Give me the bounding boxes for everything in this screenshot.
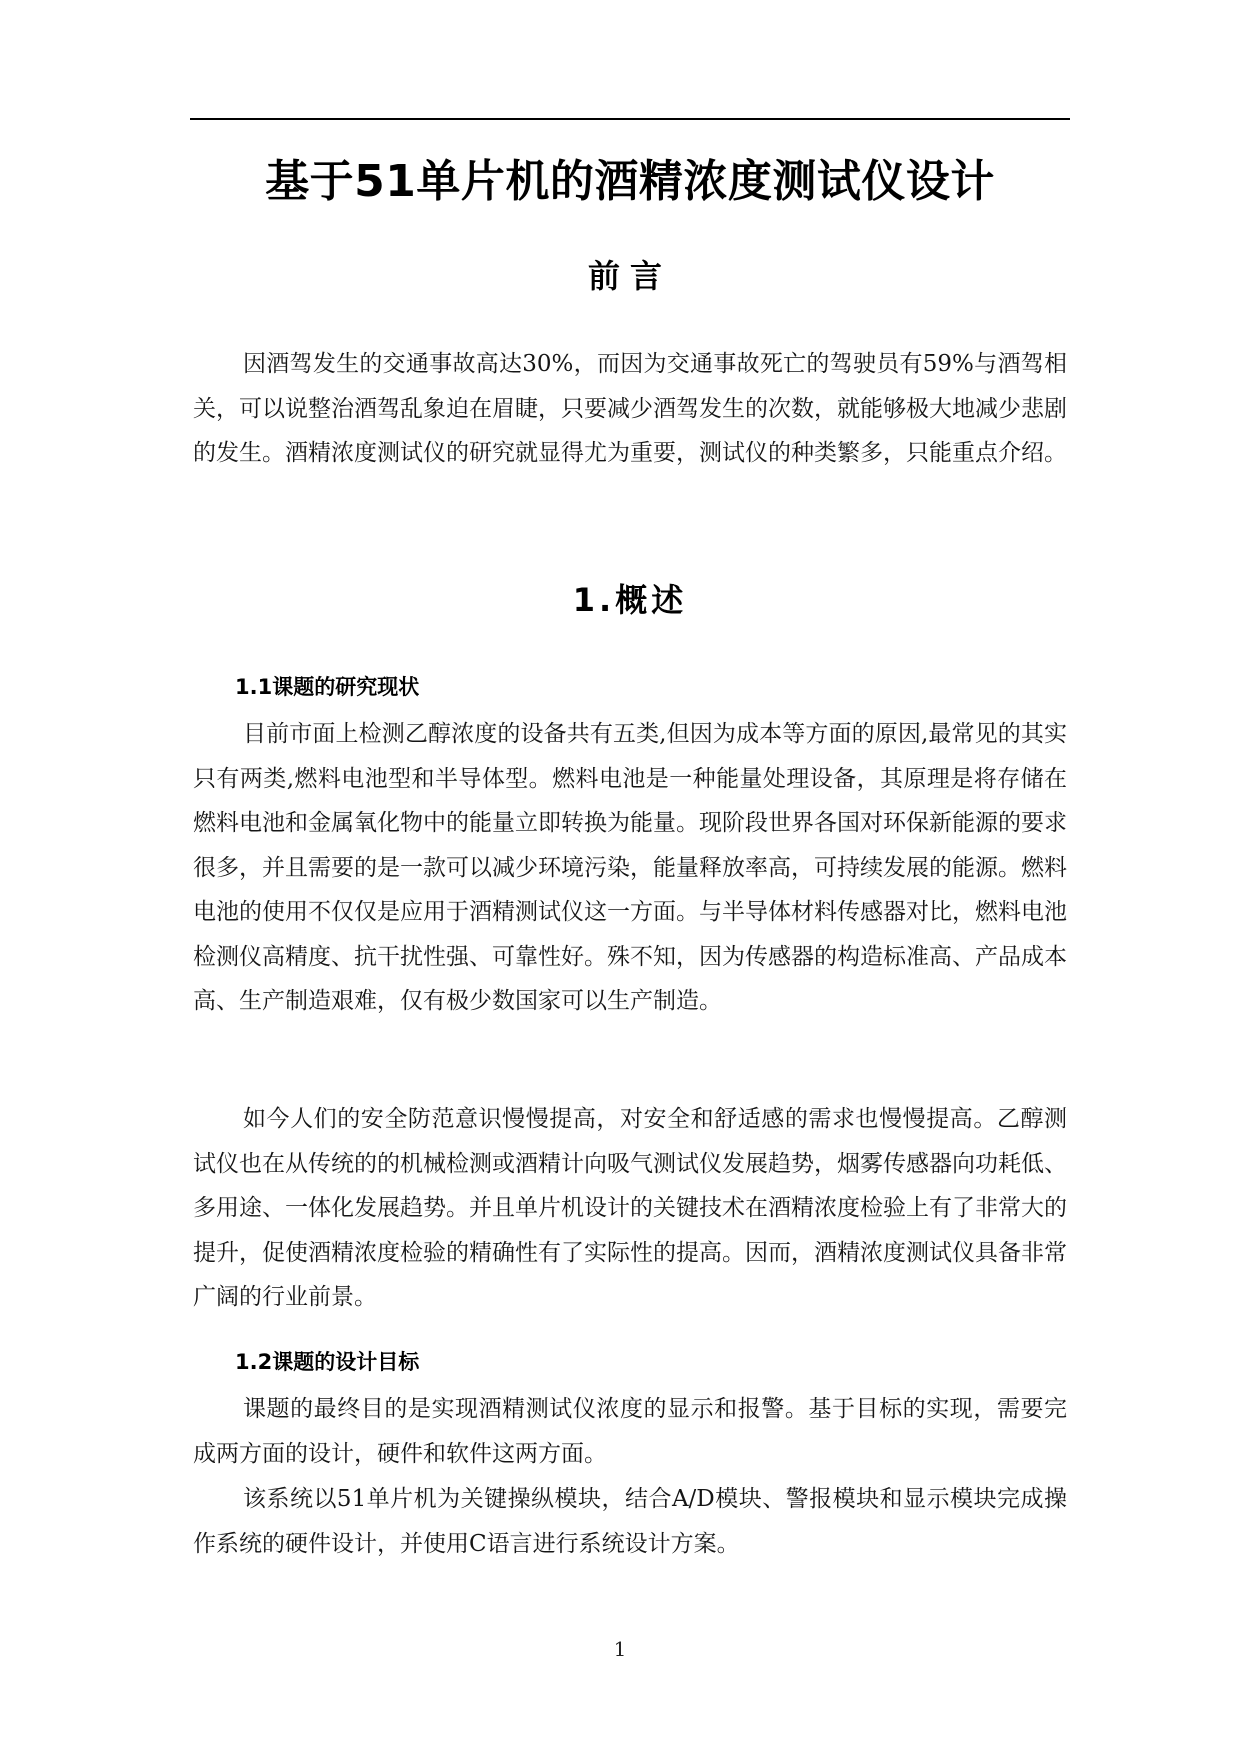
chapter-1-heading: 1.概述 — [572, 581, 688, 619]
page-number: 1 — [613, 1637, 627, 1661]
section-1-2-paragraph-2: 该系统以51单片机为关键操纵模块，结合A/D模块、警报模块和显示模块完成操作系统的硬件设计，并使用C语言进行系统设计方案。 — [193, 1486, 1067, 1557]
header-rule — [190, 118, 1070, 120]
section-1-1-paragraph-1: 目前市面上检测乙醇浓度的设备共有五类,但因为成本等方面的原因,最常见的其实只有两类,燃料电池型和半导体型。燃料电池是一种能量处理设备，其原理是将存储在燃料电池和金属氧化物中的能量立即转换为能量。现阶段世界各国对环保新能源的要求很多，并且需要的是一款可以减少环境污染，能量释放率高，可持续发展的能源。燃料电池的使用不仅仅是应用于酒精测试仪这一方面。与半导体材料传感器对比，燃料电池检测仪高精度、抗干扰性强、可靠性好。殊不知，因为传感器的构造标准高、产品成本高、生产制造艰难，仅有极少数国家可以生产制造。 — [193, 721, 1067, 1014]
preface-heading: 前言 — [587, 257, 672, 295]
section-1-1-paragraph-2: 如今人们的安全防范意识慢慢提高，对安全和舒适感的需求也慢慢提高。乙醇测试仪也在从传统的的机械检测或酒精计向吸气测试仪发展趋势，烟雾传感器向功耗低、多用途、一体化发展趋势。并且单片机设计的关键技术在酒精浓度检验上有了非常大的提升，促使酒精浓度检验的精确性有了实际性的提高。因而，酒精浓度测试仪具备非常广阔的行业前景。 — [193, 1106, 1067, 1310]
section-1-2-heading: 1.2课题的设计目标 — [235, 1350, 420, 1374]
preface-paragraph: 因酒驾发生的交通事故高达30%，而因为交通事故死亡的驾驶员有59%与酒驾相关，可以说整治酒驾乱象迫在眉睫，只要减少酒驾发生的次数，就能够极大地减少悲剧的发生。酒精浓度测试仪的研究就显得尤为重要，测试仪的种类繁多，只能重点介绍。 — [193, 351, 1067, 466]
section-1-1-heading: 1.1课题的研究现状 — [235, 675, 420, 699]
document-title: 基于51单片机的酒精浓度测试仪设计 — [265, 156, 995, 207]
section-1-2-paragraph-1: 课题的最终目的是实现酒精测试仪浓度的显示和报警。基于目标的实现，需要完成两方面的设计，硬件和软件这两方面。 — [193, 1396, 1067, 1467]
